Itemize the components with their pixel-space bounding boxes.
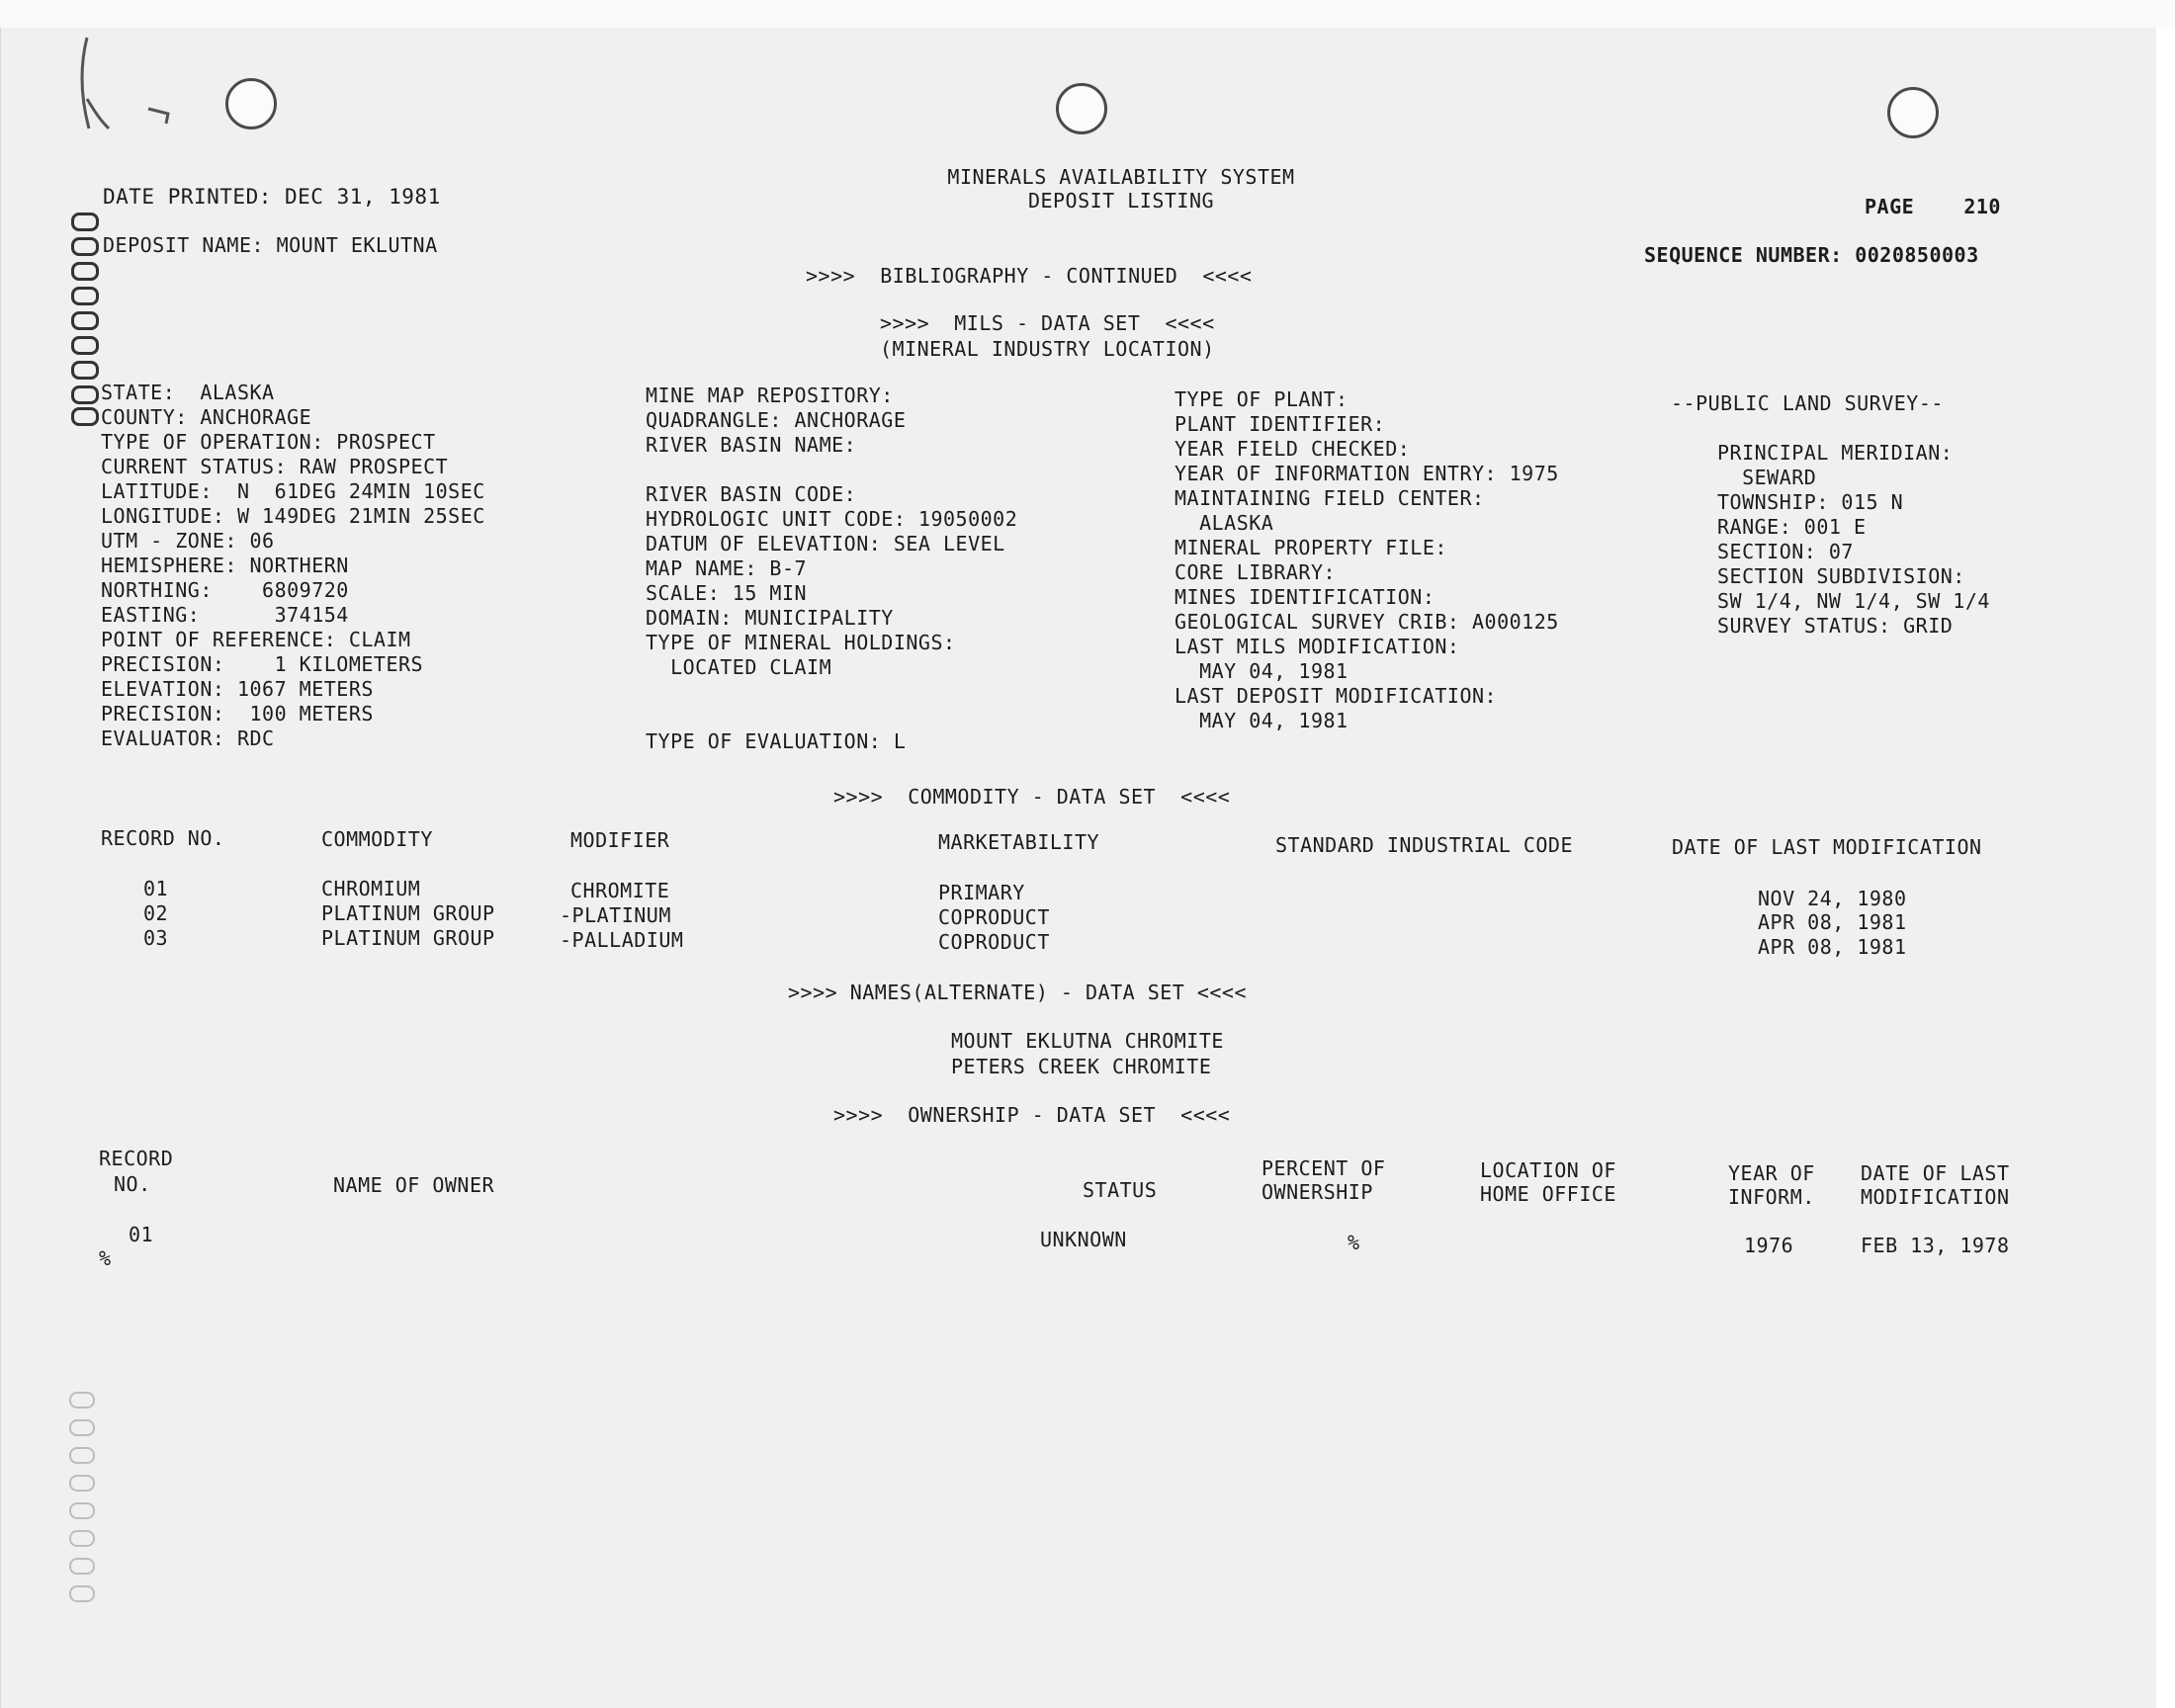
field-line: EASTING: 374154	[101, 603, 349, 627]
field-line: ALASKA	[1174, 511, 1274, 535]
mils-heading: >>>> MILS - DATA SET <<<<	[880, 311, 1215, 335]
deposit-name: DEPOSIT NAME: MOUNT EKLUTNA	[103, 233, 438, 257]
col-header-marketability: MARKETABILITY	[938, 830, 1100, 854]
field-line: RIVER BASIN CODE:	[646, 482, 857, 506]
punch-hole-right	[1887, 87, 1939, 138]
field-line: SURVEY STATUS: GRID	[1717, 614, 1954, 638]
field-line: SW 1/4, NW 1/4, SW 1/4	[1717, 589, 1990, 613]
page-top-margin	[0, 0, 2175, 28]
col-header-date: DATE OF LAST MODIFICATION	[1672, 835, 1982, 859]
field-line: MAINTAINING FIELD CENTER:	[1174, 486, 1485, 510]
field-line: TYPE OF PLANT:	[1174, 387, 1348, 411]
field-line: LOCATED CLAIM	[646, 655, 832, 679]
col-header-date: DATE OF LAST	[1861, 1161, 2010, 1185]
sprocket-hole	[71, 213, 99, 231]
field-line: HEMISPHERE: NORTHERN	[101, 554, 349, 577]
field-line: TYPE OF MINERAL HOLDINGS:	[646, 631, 956, 654]
field-line: PRECISION: 1 KILOMETERS	[101, 652, 424, 676]
sprocket-hole	[71, 385, 99, 404]
cell-marketability: COPRODUCT	[938, 930, 1050, 954]
alternate-name: PETERS CREEK CHROMITE	[951, 1055, 1212, 1078]
survey-heading: --PUBLIC LAND SURVEY--	[1671, 391, 1944, 415]
field-line: MAY 04, 1981	[1174, 709, 1348, 732]
field-line: DATUM OF ELEVATION: SEA LEVEL	[646, 532, 1005, 555]
cell-commodity: PLATINUM GROUP	[321, 926, 495, 950]
field-line: SECTION: 07	[1717, 540, 1854, 563]
listing-title: DEPOSIT LISTING	[1027, 189, 1215, 213]
cell-status: UNKNOWN	[1040, 1228, 1127, 1251]
col-header-location: HOME OFFICE	[1480, 1182, 1616, 1206]
field-line: EVALUATOR: RDC	[101, 726, 275, 750]
sprocket-hole	[71, 361, 99, 380]
cell-record: 01	[129, 1223, 154, 1246]
col-header-year: INFORM.	[1728, 1185, 1815, 1209]
cell-date: FEB 13, 1978	[1861, 1234, 2010, 1257]
punch-hole-center	[1056, 83, 1107, 134]
col-header-date: MODIFICATION	[1861, 1185, 2010, 1209]
field-line: NORTHING: 6809720	[101, 578, 349, 602]
sprocket-hole	[69, 1530, 95, 1547]
names-heading: >>>> NAMES(ALTERNATE) - DATA SET <<<<	[788, 981, 1248, 1004]
cell-modifier: -PALLADIUM	[560, 928, 684, 952]
mils-subheading: (MINERAL INDUSTRY LOCATION)	[880, 337, 1215, 361]
sprocket-hole	[69, 1419, 95, 1436]
field-line: TYPE OF EVALUATION: L	[646, 729, 907, 753]
field-line: LAST MILS MODIFICATION:	[1174, 635, 1460, 658]
cell-marketability: PRIMARY	[938, 881, 1025, 904]
field-line: UTM - ZONE: 06	[101, 529, 275, 553]
field-line: STATE: ALASKA	[101, 381, 275, 404]
field-line: PRINCIPAL MERIDIAN:	[1717, 441, 1954, 465]
col-header-record: RECORD NO.	[101, 826, 225, 850]
system-title: MINERALS AVAILABILITY SYSTEM	[947, 165, 1295, 189]
col-header-location: LOCATION OF	[1480, 1158, 1616, 1182]
pen-mark	[59, 30, 198, 148]
sprocket-hole	[71, 311, 99, 330]
field-line: SCALE: 15 MIN	[646, 581, 808, 605]
col-header-record: NO.	[114, 1172, 151, 1196]
col-header-year: YEAR OF	[1728, 1161, 1815, 1185]
cell-commodity: PLATINUM GROUP	[321, 901, 495, 925]
field-line: SECTION SUBDIVISION:	[1717, 564, 1965, 588]
cell-marketability: COPRODUCT	[938, 905, 1050, 929]
field-line: MINERAL PROPERTY FILE:	[1174, 536, 1447, 559]
field-line: RIVER BASIN NAME:	[646, 433, 857, 457]
footnote-mark: %	[99, 1246, 112, 1270]
col-header-owner: NAME OF OWNER	[333, 1173, 495, 1197]
commodity-heading: >>>> COMMODITY - DATA SET <<<<	[833, 785, 1231, 809]
cell-modifier: -PLATINUM	[560, 903, 671, 927]
field-line: TOWNSHIP: 015 N	[1717, 490, 1904, 514]
col-header-sic: STANDARD INDUSTRIAL CODE	[1275, 833, 1573, 857]
sprocket-hole	[71, 407, 99, 426]
sprocket-hole	[69, 1585, 95, 1602]
punch-hole-left	[225, 78, 277, 129]
cell-record: 03	[143, 926, 169, 950]
bibliography-heading: >>>> BIBLIOGRAPHY - CONTINUED <<<<	[806, 264, 1253, 288]
field-line: SEWARD	[1717, 466, 1817, 489]
field-line: QUADRANGLE: ANCHORAGE	[646, 408, 907, 432]
sprocket-hole	[69, 1475, 95, 1492]
cell-year: 1976	[1744, 1234, 1794, 1257]
field-line: GEOLOGICAL SURVEY CRIB: A000125	[1174, 610, 1559, 634]
sprocket-hole	[69, 1447, 95, 1464]
cell-date: NOV 24, 1980	[1758, 887, 1907, 910]
field-line: MAY 04, 1981	[1174, 659, 1348, 683]
col-header-commodity: COMMODITY	[321, 827, 433, 851]
sprocket-hole	[69, 1558, 95, 1575]
field-line: LAST DEPOSIT MODIFICATION:	[1174, 684, 1498, 708]
col-header-status: STATUS	[1083, 1178, 1158, 1202]
col-header-modifier: MODIFIER	[570, 828, 670, 852]
field-line: LATITUDE: N 61DEG 24MIN 10SEC	[101, 479, 485, 503]
field-line: ELEVATION: 1067 METERS	[101, 677, 374, 701]
field-line: TYPE OF OPERATION: PROSPECT	[101, 430, 436, 454]
field-line: DOMAIN: MUNICIPALITY	[646, 606, 894, 630]
cell-date: APR 08, 1981	[1758, 910, 1907, 934]
field-line: MINES IDENTIFICATION:	[1174, 585, 1436, 609]
field-line: PLANT IDENTIFIER:	[1174, 412, 1386, 436]
cell-percent: %	[1348, 1231, 1360, 1254]
field-line: LONGITUDE: W 149DEG 21MIN 25SEC	[101, 504, 485, 528]
sprocket-hole	[69, 1502, 95, 1519]
cell-modifier: CHROMITE	[570, 879, 670, 902]
sprocket-hole	[71, 237, 99, 256]
sprocket-hole	[69, 1392, 95, 1409]
col-header-record: RECORD	[99, 1147, 174, 1170]
col-header-percent: PERCENT OF	[1262, 1156, 1386, 1180]
page-number: PAGE 210	[1865, 195, 2001, 218]
field-line: CURRENT STATUS: RAW PROSPECT	[101, 455, 449, 478]
cell-commodity: CHROMIUM	[321, 877, 421, 900]
field-line: YEAR FIELD CHECKED:	[1174, 437, 1411, 461]
sequence-number: SEQUENCE NUMBER: 0020850003	[1644, 243, 1979, 267]
field-line: PRECISION: 100 METERS	[101, 702, 374, 726]
sprocket-hole	[71, 262, 99, 281]
date-printed: DATE PRINTED: DEC 31, 1981	[103, 185, 441, 209]
field-line: COUNTY: ANCHORAGE	[101, 405, 312, 429]
field-line: YEAR OF INFORMATION ENTRY: 1975	[1174, 462, 1559, 485]
cell-record: 02	[143, 901, 169, 925]
alternate-name: MOUNT EKLUTNA CHROMITE	[951, 1029, 1224, 1053]
field-line: HYDROLOGIC UNIT CODE: 19050002	[646, 507, 1018, 531]
field-line: MAP NAME: B-7	[646, 556, 808, 580]
field-line: RANGE: 001 E	[1717, 515, 1867, 539]
cell-date: APR 08, 1981	[1758, 935, 1907, 959]
sprocket-hole	[71, 336, 99, 355]
sprocket-hole	[71, 287, 99, 305]
field-line: CORE LIBRARY:	[1174, 560, 1337, 584]
field-line: POINT OF REFERENCE: CLAIM	[101, 628, 411, 651]
col-header-percent: OWNERSHIP	[1262, 1180, 1373, 1204]
cell-record: 01	[143, 877, 169, 900]
field-line: MINE MAP REPOSITORY:	[646, 384, 894, 407]
ownership-heading: >>>> OWNERSHIP - DATA SET <<<<	[833, 1103, 1231, 1127]
